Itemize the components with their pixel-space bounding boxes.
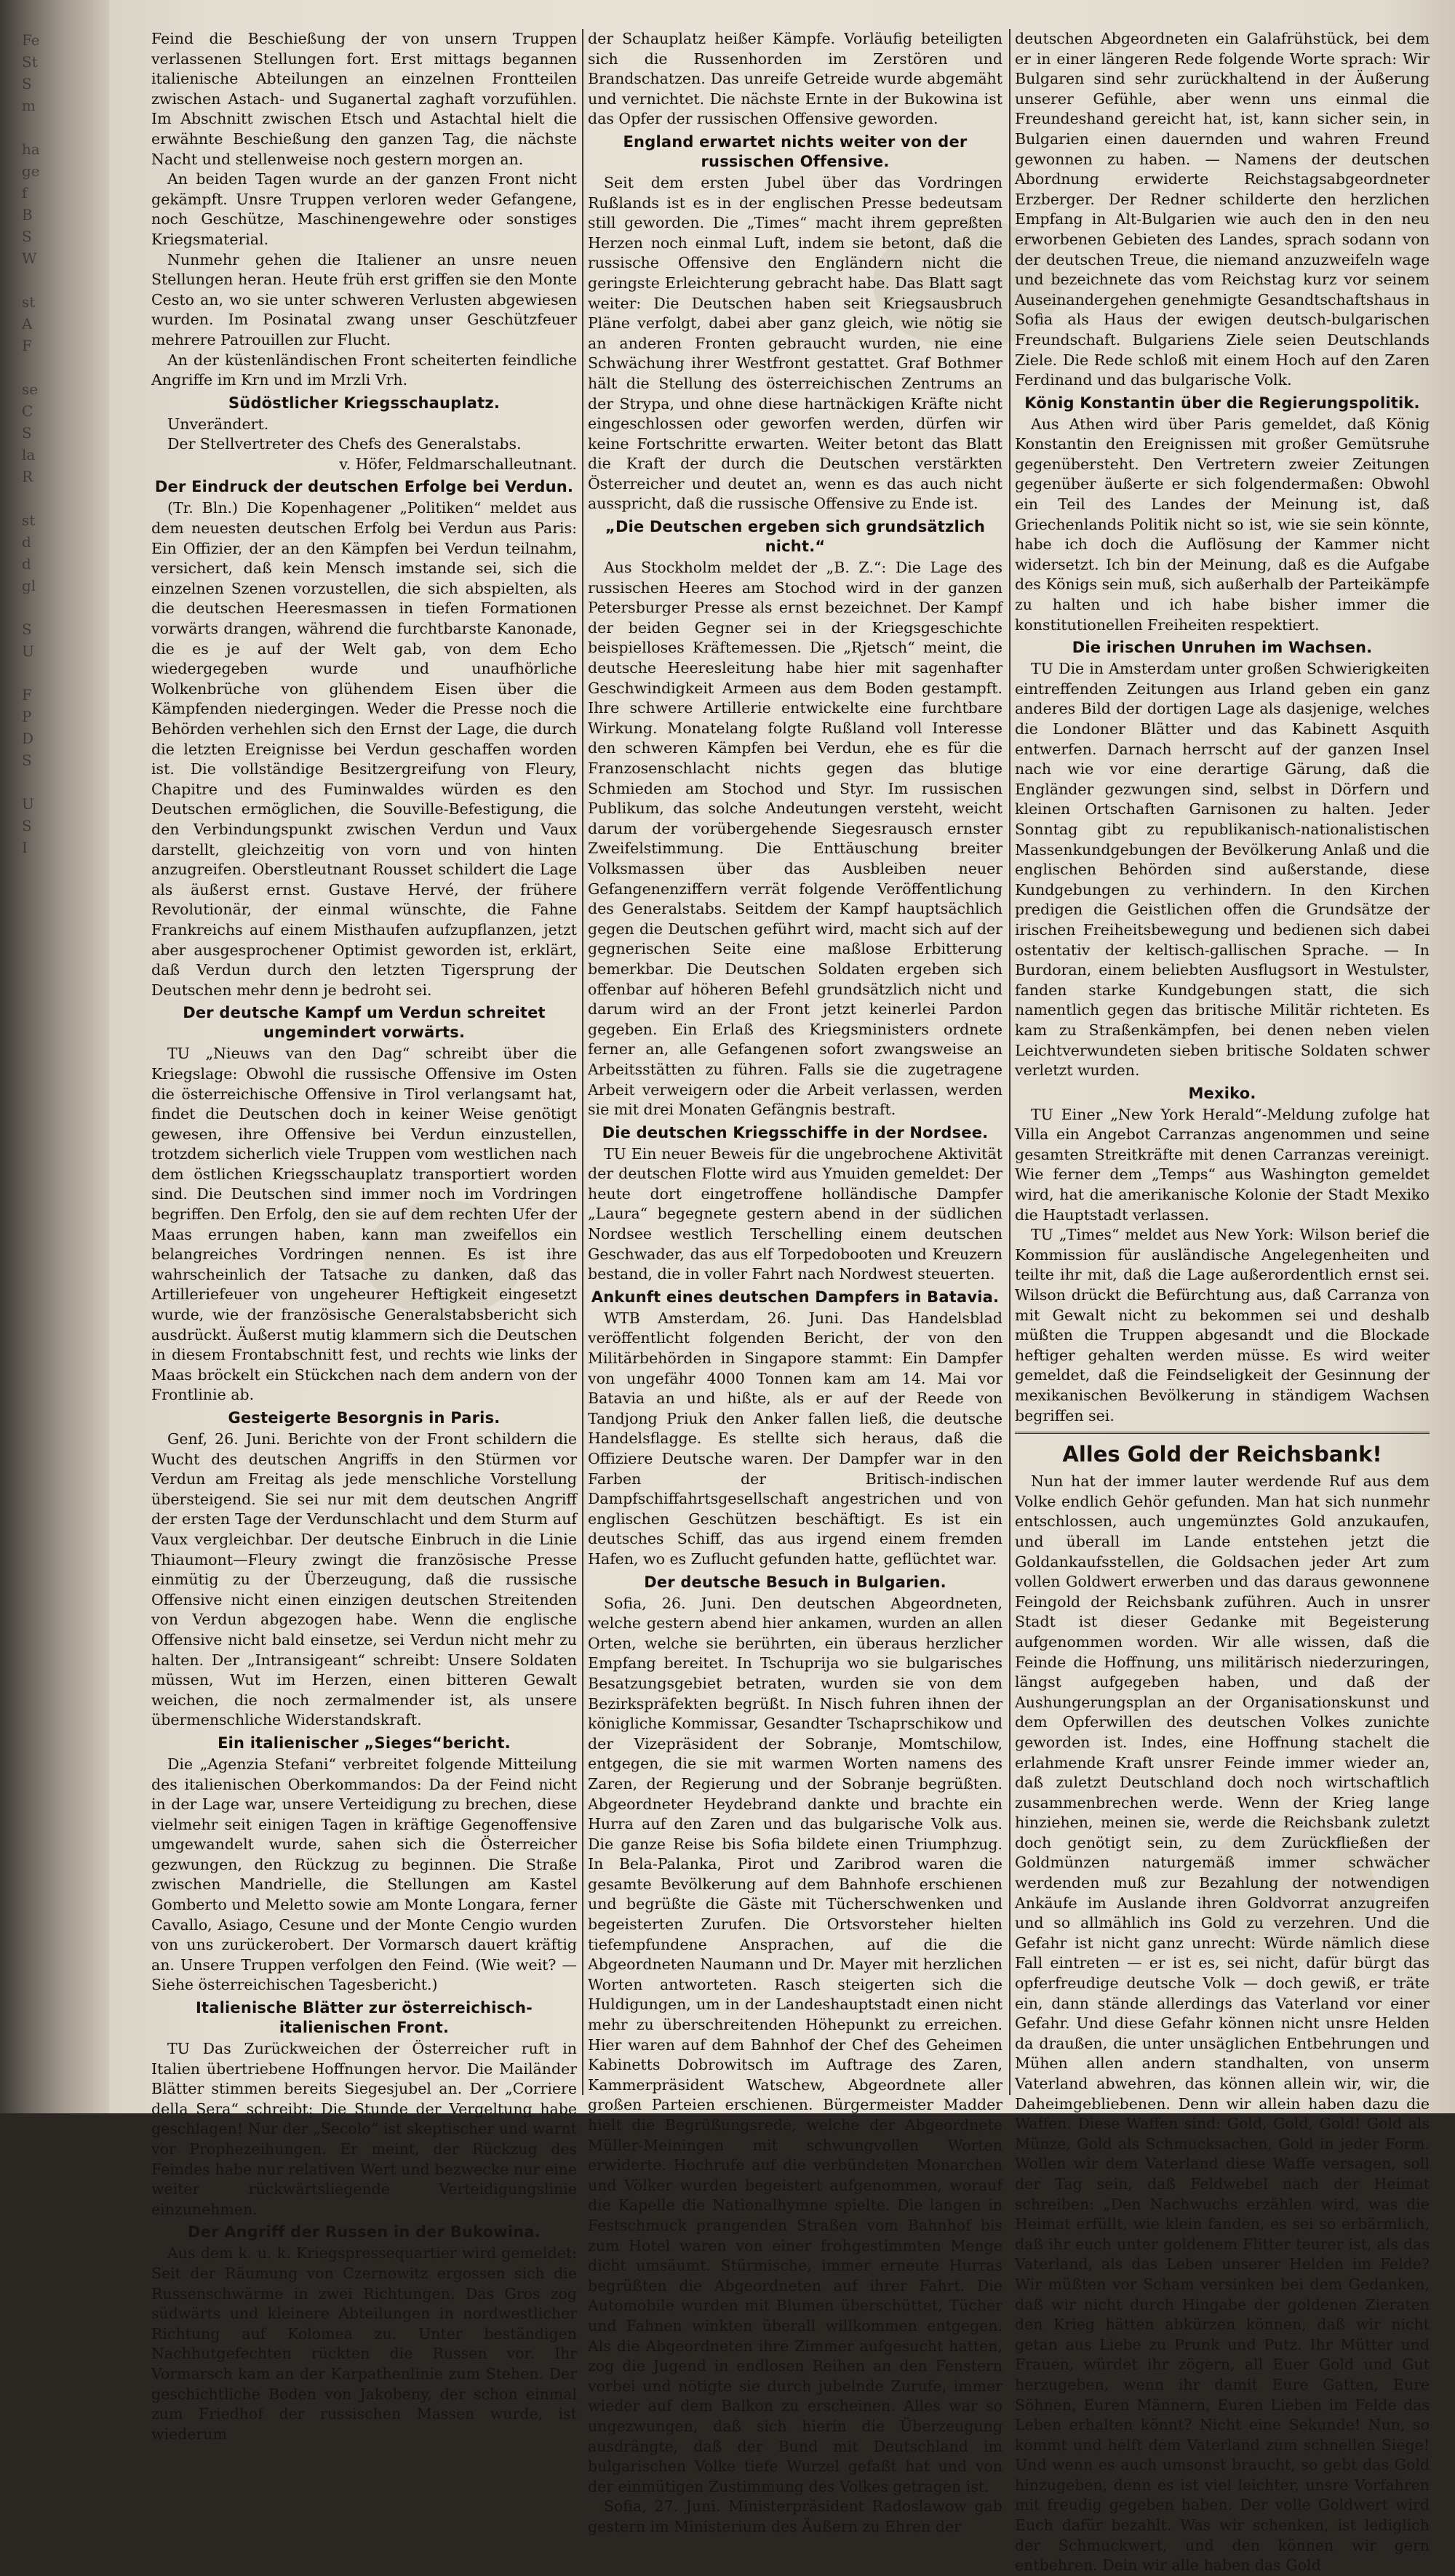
article-paragraph: Genf, 26. Juni. Berichte von der Front schildern die Wucht des deutschen Angriffs in den Stürmen vor Verdun am Freitag als jede menschliche Vorstellung übersteigend. Sie sei nur mit dem deutschen Angriff der ersten Tage der Verdunschlacht und dem Sturm auf Vaux vergleichbar. Der deutsche Einbruch in die Linie Thiaumont—Fleury zwingt die französische Presse einmütig zu der Überzeugung, daß die russische Offensive nicht einen einzigen deutschen Streitenden von Verdun abgezogen habe. Wenn die englische Offensive nicht bald einsetze, sei Verdun nicht mehr zu halten. Der „Intransigeant“ schreibt: Unsere Soldaten müssen, Wut im Herzen, einen bitteren Gewalt weichen, die noch zermalmender ist, als unsere übermenschliche Widerstandskraft. xyxy=(151,1430,577,1729)
article-headline: Der Eindruck der deutschen Erfolge bei Verdun. xyxy=(154,478,574,496)
article-headline: König Konstantin über die Regierungspolitik. xyxy=(1024,394,1420,412)
article-paragraph: Feind die Beschießung der von unsern Truppen verlassenen Stellungen fort. Erst mittags begannen italienische Abteilungen an einzelnen Frontteilen zwischen Astach- und Suganertal zaghaft vorzufühlen. Im Abschnitt zwischen Etsch und Astachtal hielt die erwähnte Beschießung den ganzen Tag, die nächste Nacht und stellenweise noch gestern morgen an. xyxy=(151,30,577,168)
article-paragraph: TU Ein neuer Beweis für die ungebrochene Aktivität der deutschen Flotte wird aus Ymuiden gemeldet: Der heute dort eingetroffene holländische Dampfer „Laura“ begegnete gestern abend in der südlichen Nordsee westlich Terschelling einem deutschen Geschwader, das aus elf Torpedobooten und Kreuzern bestand, die in voller Fahrt nach Nordwest steuerten. xyxy=(588,1144,1002,1283)
article-paragraph: der Schauplatz heißer Kämpfe. Vorläufig beteiligten sich die Russenhorden im Zerstören und Brandschatzen. Das unreife Getreide wurde abgemäht und vernichtet. Die nächste Ernte in der Bukowina ist das Opfer der russischen Offensive geworden. xyxy=(588,30,1002,128)
article-paragraph: TU Das Zurückweichen der Österreicher ruft in Italien übertriebene Hoffnungen hervor. Die Mailänder Blätter stimmen bereits Siegesjubel an. Der „Corriere della Sera“ schreibt: Die Stunde der Vergeltung habe geschlagen! Nur der „Secolo“ ist skeptischer und warnt vor Prophezeihungen. Er meint, der Rückzug des Feindes habe nur relativen Wert und bezwecke nur eine weiter rückwärtsliegende Verteidigungslinie einzunehmen. xyxy=(151,2040,577,2218)
article-paragraph: Aus Stockholm meldet der „B. Z.“: Die Lage des russischen Heeres am Stochod wird in der ganzen Petersburger Presse als ernst bezeichnet. Der Kampf der beiden Gegner sei in der Kriegsgeschichte beispielloses Kräftemessen. Die „Rjetsch“ meint, die deutsche Heeresleitung habe hier mit sagenhafter Geschwindigkeit Armeen aus dem Boden gestampft. Ihre schwere Artillerie entwickelte eine furchtbare Wirkung. Monatelang folgte Rußland voll Interesse den schweren Kämpfen bei Verdun, ehe es für die Franzosenschlacht nichts gegen das blutige Schmieden am Stochod und Styr. Im russischen Publikum, das solche Andeutungen versteht, weicht darum der vorübergehende Siegesrausch ernster Zweifelstimmung. Die Enttäuschung breiter Volksmassen über das Ausbleiben neuer Gefangenenziffern verrät folgende Veröffentlichung des Generalstabs. Seitdem der Kampf hauptsächlich gegen die Deutschen geführt wird, macht sich auf der gegnerischen Seite eine maßlose Erbitterung bemerkbar. Die Deutschen Soldaten ergeben sich offenbar auf höheren Befehl grundsätzlich nicht und darum wird an der Front jetzt keinerlei Pardon gegeben. Ein Erlaß des Kriegsministers ordnete ferner an, alle Gefangenen sofort zwangsweise an Arbeitsstätten zu führen. Falls sie die zugetragene Arbeit verweigern oder die Arbeit verlassen, werden sie mit drei Monaten Gefängnis bestraft. xyxy=(588,559,1002,1119)
article-headline: Die deutschen Kriegsschiffe in der Nordsee. xyxy=(602,1123,989,1141)
article-headline: Der deutsche Besuch in Bulgarien. xyxy=(644,1573,946,1591)
article-paragraph: Seit dem ersten Jubel über das Vordringen Rußlands ist es in der englischen Presse bedeutsam still geworden. Die „Times“ macht ihrem gepreßten Herzen noch einmal Luft, indem sie betont, daß die russische Offensive den Engländern nicht die geringste Erleichterung gebracht habe. Das Blatt sagt weiter: Die Deutschen haben seit Kriegsausbruch Pläne verfolgt, dabei aber ganz gleich, wie nötig sie an anderen Fronten gebraucht wurden, nie eine Schwächung ihrer Westfront gestattet. Graf Bothmer hält die Stellung des österreichischen Zentrums an der Strypa, und ohne diese hartnäckigen Kräfte nicht eingeschlossen oder geworfen werden, dürfen wir keine Fortschritte erwarten. Weiter betont das Blatt die Kraft der durch die Deutschen verstärkten Österreicher und deutet an, wenn es das auch nicht ausspricht, daß die russische Offensive zu Ende ist. xyxy=(588,173,1002,513)
column-rule xyxy=(582,29,583,2095)
article-paragraph: TU Die in Amsterdam unter großen Schwierigkeiten eintreffenden Zeitungen aus Irland geben ein ganz anderes Bild der dortigen Lage als dasjenige, welches die Londoner Blätter und das Kabinett Asquith entwerfen. Darnach herrscht auf der ganzen Insel nach wie vor eine derartige Gärung, daß die Engländer gezwungen sind, selbst in Dörfern und kleinen Ortschaften Garnisonen zu halten. Jeder Sonntag gibt zu republikanisch-nationalistischen Massenkundgebungen der Bevölkerung Anlaß und die englischen Behörden sind außerstande, diese Kundgebungen zu verhindern. In den Kirchen predigen die Geistlichen offen die Grundsätze der irischen Freiheitsbewegung und bedienen sich dabei ostentativ der keltisch-gallischen Sprache. — In Burdoran, einem beliebten Ausflugsort in Westulster, fanden starke Kundgebungen statt, die sich namentlich gegen das britische Militär richteten. Es kam zu Straßenkämpfen, bei denen neben vielen Leichtverwundeten sieben britische Soldaten schwer verletzt wurden. xyxy=(1015,660,1430,1080)
article-paragraph: Sofia, 27. Juni. Ministerpräsident Radoslawow gab gestern im Ministerium des Äußern zu Ehren der xyxy=(588,2497,1002,2535)
article-headline: Die irischen Unruhen im Wachsen. xyxy=(1072,639,1373,657)
article-headline: Ankunft eines deutschen Dampfers in Batavia. xyxy=(591,1288,1000,1306)
spine-fragment-text: Fe St S m ha ge f B S W st A F se C S la R st d d gl S U F P D S U S I xyxy=(22,31,40,856)
article-paragraph: Sofia, 26. Juni. Den deutschen Abgeordneten, welche gestern abend hier ankamen, wurden an allen Orten, welche sie berührten, ein überaus herzlicher Empfang bereitet. In Tschuprija wo sie bulgarisches Besatzungsgebiet betraten, wurden sie von dem Bezirkspräfekten begrüßt. In Nisch fuhren ihnen der königliche Kommissar, Gesandter Tschaprschikow und der Vizepräsident der Sobranje, Momtschilow, entgegen, die sie mit warmen Worten namens des Zaren, der Regierung und der Sobranje begrüßten. Abgeordneter Heydebrand dankte und brachte ein Hurra auf den Zaren und das bulgarische Volk aus. Die ganze Reise bis Sofia bildete einen Triumphzug. In Bela-Palanka, Pirot und Zaribrod waren die gesamte Bevölkerung auf dem Bahnhofe erschienen und begrüßte die Gäste mit Tücherschwenken und begeisterten Zurufen. Die Ortsvorsteher hielten tiefempfundene Ansprachen, auf die die Abgeordneten Naumann und Dr. Mayer mit herzlichen Worten antworteten. Rasch steigerten sich die Huldigungen, um in der Landeshauptstadt einen nicht mehr zu überschreitenden Höhepunkt zu erreichen. Hier waren auf dem Bahnhof der Chef des Geheimen Kabinetts Dobrowitsch im Auftrage des Zaren, Kammerpräsident Watschew, Abgeordnete aller großen Parteien erschienen. Bürgermeister Madder hielt die Begrüßungsrede, welche der Abgeordnete Müller-Meiningen mit schwungvollen Worten erwiderte. Hochrufe auf die verbündeten Monarchen und Völker wurden begeistert aufgenommen, worauf die Kapelle die Nationalhymne spielte. Die langen in Festschmuck prangenden Straßen vom Bahnhof bis zum Hotel waren von einer frohgestimmten Menge dicht umsäumt. Stürmische, immer erneute Hurras begrüßten die Abgeordneten auf ihrer Fahrt. Die Automobile wurden mit Blumen überschüttet, Tücher und Fahnen winkten überall willkommen entgegen. Als die Abgeordneten ihre Zimmer aufgesucht hatten, zog die Jugend in endlosen Reihen an den Fenstern vorbei und nötigte sie durch jubelnde Zurufe, immer wieder auf dem Balkon zu erscheinen. Alles war so ungezwungen, daß sich hierin die Überzeugung ausdrängte, daß der Bund mit Deutschland im bulgarischen Volke tiefe Wurzel gefaßt hat und von der einmütigen Zustimmung des Volkes getragen ist. xyxy=(588,1594,1002,2495)
article-headline: Italienische Blätter zur österreichisch-italienischen Front. xyxy=(195,1999,533,2037)
article-paragraph: Aus Athen wird über Paris gemeldet, daß König Konstantin den Ereignissen mit großer Gemütsruhe gegenübersteht. Den Vertretern zweier Zeitungen gegenüber äußerte er sich folgendermaßen: Obwohl ein Teil des Landes der Meinung ist, daß Griechenlands Politik nicht so ist, wie sie sein könnte, habe ich doch die Auflösung der Kammer nicht widersetzt. Ich bin der Meinung, daß es die Aufgabe des Königs sein muß, sich außerhalb der Parteikämpfe zu halten und ich habe bisher immer die konstitutionellen Freiheiten respektiert. xyxy=(1015,415,1430,634)
article-headline: Südöstlicher Kriegsschauplatz. xyxy=(228,394,501,412)
article-paragraph: WTB Amsterdam, 26. Juni. Das Handelsblad veröffentlicht folgenden Bericht, der von den Militärbehörden in Singapore stammt: Ein Dampfer von ungefähr 4000 Tonnen kam am 14. Mai vor Batavia an und hißte, als er auf der Reede von Tandjong Priuk den Anker fallen ließ, die deutsche Handelsflagge. Es stellte sich heraus, daß die Offiziere Deutsche waren. Der Dampfer war in den Farben der Britisch-indischen Dampfschiffahrtsgesellschaft angestrichen und von englischen Geschützen beschäftigt. Es ist ein deutsches Schiff, das aus irgend einem fremden Hafen, wo es Zuflucht gefunden hatte, geflüchtet war. xyxy=(588,1309,1002,1568)
article-paragraph: Die „Agenzia Stefani“ verbreitet folgende Mitteilung des italienischen Oberkommandos: Da der Feind nicht in der Lage war, unsere Verteidigung zu brechen, diese vielmehr seit einigen Tagen in kräftige Gegenoffensive umgewandelt wurde, sahen sich die Österreicher gezwungen, den Rückzug zu beginnen. Die Straße zwischen Mandrielle, die Stellungen am Kastel Gomberto und Meletto sowie am Monte Longara, ferner Cavallo, Asiago, Cesune und der Monte Cengio wurden von uns zurückerobert. Der Vormarsch dauert kräftig an. Unsere Truppen verfolgen den Feind. (Wie weit? — Siehe österreichischen Tagesbericht.) xyxy=(151,1755,577,1994)
article-headline: Ein italienischer „Sieges“bericht. xyxy=(218,1734,511,1752)
column-rule xyxy=(1009,29,1010,2095)
article-paragraph: TU „Times“ meldet aus New York: Wilson berief die Kommission für ausländische Angelegenheiten und teilte ihr mit, daß die Lage außerordentlich ernst sei. Wilson drückt die Befürchtung aus, daß Carranza von mit Gewalt nicht zu bekommen sei und deshalb müßten die Truppen abgesandt und die Blockade heftiger gehalten werden müsse. Es wird weiter gemeldet, daß die Feindseligkeit der Gesinnung der mexikanischen Bevölkerung in ständigem Wachsen begriffen sei. xyxy=(1015,1226,1430,1424)
article-paragraph: Nun hat der immer lauter werdende Ruf aus dem Volke endlich Gehör gefunden. Man hat sich nunmehr entschlossen, auch ungemünztes Gold anzukaufen, und überall im Lande entstehen jetzt die Goldankaufsstellen, die Goldsachen jeder Art zum vollen Goldwert erwerben und das daraus gewonnene Feingold der Reichsbank zuführen. Auch in unsrer Stadt ist dieser Gedanke mit Begeisterung aufgenommen worden. Wir alle wissen, daß die Feinde die Hoffnung, uns militärisch niederzuringen, längst aufgegeben haben, und daß der Aushungerungsplan an der Organisationskunst und dem Opferwillen des deutschen Volkes zunichte geworden ist. Indes, eine Hoffnung stachelt die erlahmende Kraft unsrer Feinde immer wieder an, daß zuletzt Deutschland doch noch wirtschaftlich zusammenbrechen werde. Wenn der Krieg lange hinziehen, meinen sie, werde die Reichsbank zuletzt doch genötigt sein, zu dem Zurückfließen der Goldmünzen naturgemäß immer schwächer werdenden muß zur Bezahlung der notwendigen Ankäufe im Auslande ihren Goldvorrat anzugreifen und so allmählich ins Gold zu verzehren. Und die Gefahr ist nicht ganz unrecht: Würde nämlich diese Fall eintreten — er ist es, sei nicht, dafür bürgt das opferfreudige deutsche Volk — doch gewiß, er träte ein, dann stände allerdings das Vaterland vor einer Gefahr. Und diese Gefahr können nicht unsre Helden da draußen, die unter unsäglichen Entbehrungen und Mühen allen andern standhalten, von unserm Vaterland abwehren, das können allein wir, wir, die Daheimgebliebenen. Denn wir allein haben dazu die Waffen. Diese Waffen sind: Gold, Gold, Gold! Gold als Münze, Gold als Schmucksachen, Gold in jeder Form. Wollen wir dem Vaterland diese Waffe versagen, soll der Tag sein, daß Feldwebel nach der Heimat schreiben: „Den Nachwuchs erzählen wird, was die Heimat erfüllt, wie klein fanden, es sei so erbärmlich, daß ihr euch unter goldenem Flitter teurer ist, als das Vaterland, als das Leben unserer Helden im Felde? Wir müßten vor Scham versinken bei dem Gedanken, daß wir nicht durch Hingabe der goldenen Zieraten den Krieg hätten abkürzen können, daß wir nicht getan aus Liebe zu Prunk und Putz. Ihr Mütter und Frauen, würdet ihr zögern, all Euer Gold und Gut herzugeben, wenn ihr damit Eure Gatten, Eure Söhnen, Euren Männern, Euren Lieben im Felde das Leben erhalten könnt? Nicht eine Sekunde! Nun, so kommt und helft dem Vaterland zum schnellen Siege! Und wenn es auch umsonst braucht, so gebt das Gold hinzugeben, denn es ist viel leichter, unsre Vorfahren mit freudig gegeben haben. Der volle Goldwert wird Euch dafür bezahlt. Was wir schenken, ist lediglich der Schmuckwert, und den können wir gern entbehren. Dein wir alle haben das Gold xyxy=(1015,1472,1430,2575)
article-headline: „Die Deutschen ergeben sich grundsätzlich nicht.“ xyxy=(605,518,986,556)
article-paragraph: Der Stellvertreter des Chefs des Generalstabs. xyxy=(167,435,522,453)
article-paragraph: TU „Nieuws van den Dag“ schreibt über die Kriegslage: Obwohl die russische Offensive im Osten die österreichische Offensive in Tirol verlangsamt hat, findet die Deutschen doch in keiner Weise genötigt gewesen, ihre Offensive bei Verdun einzustellen, trotzdem sicherlich viele Truppen vom westlichen nach dem östlichen Kriegsschauplatz transportiert worden sind. Die Deutschen sind immer noch im Vordringen begriffen. Den Erfolg, den sie auf dem rechten Ufer der Maas errungen haben, kann man zweifellos ein belangreiches Vordringen nennen. Es ist ihre wahrscheinlich der Tatsache zu danken, daß das Artilleriefeuer von ungeheurer Heftigkeit eingesetzt wurde, wie der französische Generalstabsbericht sich ausdrückt. Äußerst mutig klammern sich die Deutschen in diesem Frontabschnitt fest, und rechts wie links der Maas bröckelt ein Stückchen nach dem andern von der Frontlinie ab. xyxy=(151,1045,577,1404)
section-banner-heading: Alles Gold der Reichsbank! xyxy=(1015,1432,1430,1467)
article-paragraph: An der küstenländischen Front scheiterten feindliche Angriffe im Krn und im Mrzli Vrh. xyxy=(151,351,577,389)
article-paragraph: Aus dem k. u. k. Kriegspressequartier wird gemeldet: Seit der Räumung von Czernowitz ergossen sich die Russenschwärme in zwei Richtungen. Das Gros zog südwärts und kleinere Abteilungen in nordwestlicher Richtung auf Kolomea zu. Unter beständigen Nachhutgefechten rückten die Russen vor. Ihr Vormarsch kam an der Karpathenlinie zum Stehen. Der geschichtliche Boden von Jakobeny, der schon einmal zum Friedhof der russischen Massen wurde, ist wiederum xyxy=(151,2244,577,2443)
binding-spine xyxy=(0,0,109,2113)
article-headline: Mexiko. xyxy=(1188,1084,1256,1102)
article-paragraph: Unverändert. xyxy=(167,415,269,433)
article-headline: Der deutsche Kampf um Verdun schreitet ungemindert vorwärts. xyxy=(183,1004,546,1042)
article-paragraph: v. Höfer, Feldmarschalleutnant. xyxy=(339,455,577,473)
article-paragraph: Nunmehr gehen die Italiener an unsre neuen Stellungen heran. Heute früh erst griffen sie den Monte Cesto an, wo sie unter schweren Verlusten abgewiesen wurden. Im Posinatal zwang unser Geschützfeuer mehrere Patrouillen zur Flucht. xyxy=(151,250,577,348)
column-2 xyxy=(588,29,1002,2535)
article-paragraph: An beiden Tagen wurde an der ganzen Front nicht gekämpft. Unsre Truppen verloren weder Gefangene, noch Geschütze, Maschinengewehre oder sonstiges Kriegsmaterial. xyxy=(151,170,577,248)
column-3 xyxy=(1015,29,1430,2575)
column-1 xyxy=(151,29,577,2443)
article-paragraph: TU Einer „New York Herald“-Meldung zufolge hat Villa ein Angebot Carranzas angenommen und seine gesamten Streitkräfte mit denen Carranzas vereinigt. Wie ferner dem „Temps“ aus Washington gemeldet wird, hat die amerikanische Kolonie der Stadt Mexiko die Hauptstadt verlassen. xyxy=(1015,1105,1430,1224)
article-headline: Der Angriff der Russen in der Bukowina. xyxy=(188,2223,541,2241)
article-headline: Gesteigerte Besorgnis in Paris. xyxy=(228,1409,501,1427)
article-paragraph: (Tr. Bln.) Die Kopenhagener „Politiken“ meldet aus dem neuesten deutschen Erfolg bei Verdun aus Paris: Ein Offizier, der an den Kämpfen bei Verdun teilnahm, versichert, daß kein Mensch imstande sei, sich die einzelnen Szenen vorzustellen, die sich abspielten, als die deutschen Heeresmassen in tiefen Formationen vorwärts drangen, während die furchtbarste Kanonade, die es je auf der Welt gab, von dem Echo wiedergegeben wurde und unaufhörliche Wolkenbrüche von glühendem Eisen über die Kämpfenden niedergingen. Weder die Presse noch die Behörden verhehlen sich den Ernst der Lage, die durch die letzten Ereignisse bei Verdun geschaffen worden ist. Die vollständige Besitzergreifung von Fleury, Chapitre und des Fuminwaldes würden es den Deutschen ermöglichen, die Souville-Befestigung, die den Verbindungspunkt zwischen Verdun und Vaux darstellt, gleichzeitig von vorn und von hinten anzugreifen. Oberstleutnant Rousset schildert die Lage als äußerst ernst. Gustave Hervé, der frühere Revolutionär, der einmal wünschte, die Fahne Frankreichs auf einem Misthaufen aufzupflanzen, jetzt aber ausgesprochener Optimist geworden ist, erklärt, daß Verdun durch den letzten Tigersprung der Deutschen mehr denn je bedroht sei. xyxy=(151,499,577,999)
article-headline: England erwartet nichts weiter von der russischen Offensive. xyxy=(623,132,968,170)
article-paragraph: deutschen Abgeordneten ein Galafrühstück, bei dem er in einer längeren Rede folgende Worte sprach: Wir Bulgaren sind sehr zurückhaltend in der Äußerung unserer Gefühle, aber wenn uns einmal die Freundeshand gereicht hat, ist, kann sicher sein, in Bulgarien einen dauernden und wahren Freund gewonnen zu haben. — Namens der deutschen Abordnung erwiderte Reichstagsabgeordneter Erzberger. Der Redner schilderte den herzlichen Empfang in Alt-Bulgarien wie auch den in den neu erworbenen Gebieten des Landes, sprach sodann von der deutschen Treue, die niemand anzuzweifeln wage und bezeichnete das vom Reichstag kurz vor seinem Auseinandergehen genehmigte Gesandtschaftshaus in Sofia als Haus der ewigen deutsch-bulgarischen Freundschaft. Bulgariens Ziele seien Deutschlands Ziele. Die Rede schloß mit einem Hoch auf den Zaren Ferdinand und das bulgarische Volk. xyxy=(1015,30,1430,389)
